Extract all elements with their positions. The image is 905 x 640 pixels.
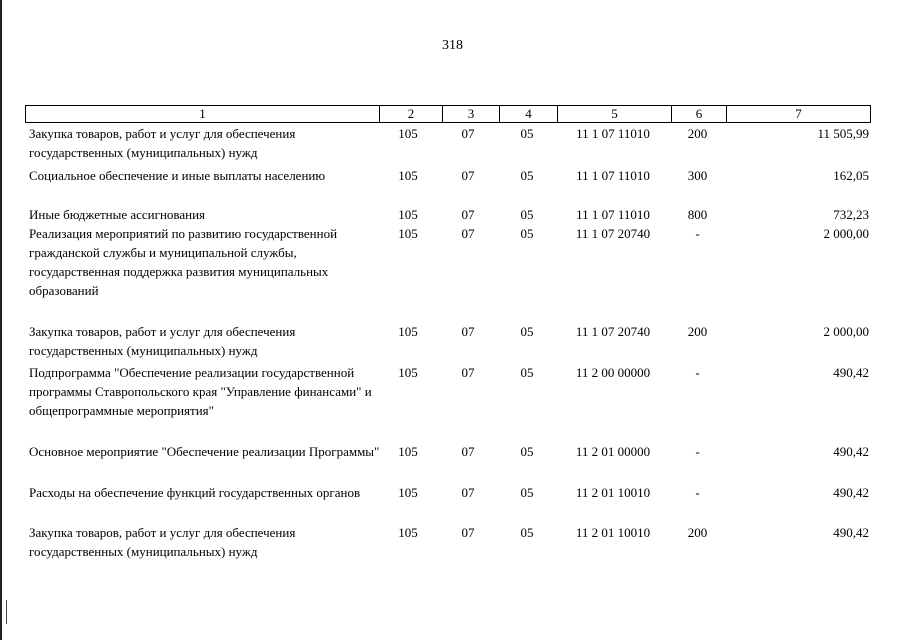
row-col2: 105 xyxy=(398,226,418,241)
row-col5: 11 1 07 11010 xyxy=(576,168,650,183)
row-col2: 105 xyxy=(398,168,418,183)
row-col5: 11 1 07 11010 xyxy=(576,207,650,222)
row-col2: 105 xyxy=(398,444,418,459)
row-col4: 05 xyxy=(520,525,534,540)
row-col6: - xyxy=(695,226,700,241)
row-col6: 300 xyxy=(687,168,708,183)
row-col4: 05 xyxy=(520,365,534,380)
row-name: Реализация мероприятий по развитию государственной гражданской службы и муниципальной службы, государственная поддержка развития муниципальных образований xyxy=(29,226,338,298)
row-name: Закупка товаров, работ и услуг для обеспечения государственных (муниципальных) нужд xyxy=(29,525,296,559)
column-header-7: 7 xyxy=(726,106,870,122)
row-col6: 800 xyxy=(687,207,708,222)
row-col5: 11 2 01 00000 xyxy=(575,444,651,459)
row-col4: 05 xyxy=(520,444,534,459)
row-col7: 490,42 xyxy=(833,444,869,459)
column-header-6: 6 xyxy=(671,106,726,122)
row-col2: 105 xyxy=(398,324,418,339)
row-col6: - xyxy=(695,444,700,459)
row-col5: 11 1 07 20740 xyxy=(575,226,651,241)
row-name: Расходы на обеспечение функций государственных органов xyxy=(29,485,361,500)
row-col4: 05 xyxy=(520,226,534,241)
row-col2: 105 xyxy=(398,207,418,222)
row-col3: 07 xyxy=(461,324,475,339)
column-header-3: 3 xyxy=(442,106,499,122)
row-col4: 05 xyxy=(520,485,534,500)
row-col3: 07 xyxy=(461,485,475,500)
row-name: Подпрограмма "Обеспечение реализации государственной программы Ставропольского края "Управление финансами" и общепрограммные мероприятия" xyxy=(29,365,372,418)
row-col3: 07 xyxy=(461,444,475,459)
row-col7: 732,23 xyxy=(833,207,869,222)
row-col3: 07 xyxy=(461,525,475,540)
row-col4: 05 xyxy=(520,168,534,183)
row-col5: 11 2 00 00000 xyxy=(575,365,651,380)
table-header xyxy=(25,105,871,123)
row-col5: 11 1 07 11010 xyxy=(576,126,650,141)
row-col7: 490,42 xyxy=(833,525,869,540)
column-header-1: 1 xyxy=(199,106,206,121)
row-name: Иные бюджетные ассигнования xyxy=(29,207,206,222)
row-name: Закупка товаров, работ и услуг для обеспечения государственных (муниципальных) нужд xyxy=(29,324,296,358)
row-col4: 05 xyxy=(520,207,534,222)
row-col6: 200 xyxy=(687,126,708,141)
row-col3: 07 xyxy=(461,207,475,222)
row-col7: 162,05 xyxy=(833,168,869,183)
row-col7: 2 000,00 xyxy=(823,226,869,241)
row-col3: 07 xyxy=(461,126,475,141)
row-col7: 2 000,00 xyxy=(823,324,869,339)
row-col6: 200 xyxy=(687,324,708,339)
page-number: 318 xyxy=(442,38,463,53)
row-col5: 11 2 01 10010 xyxy=(575,485,651,500)
row-name: Основное мероприятие "Обеспечение реализации Программы" xyxy=(29,444,380,459)
row-col6: 200 xyxy=(687,525,708,540)
row-col4: 05 xyxy=(520,126,534,141)
row-col2: 105 xyxy=(398,365,418,380)
row-col3: 07 xyxy=(461,365,475,380)
row-col2: 105 xyxy=(398,126,418,141)
row-col5: 11 2 01 10010 xyxy=(575,525,651,540)
row-col6: - xyxy=(695,485,700,500)
scan-edge-mark xyxy=(6,600,7,624)
column-header-5: 5 xyxy=(557,106,671,122)
column-header-4: 4 xyxy=(499,106,557,122)
row-col7: 490,42 xyxy=(833,365,869,380)
row-col3: 07 xyxy=(461,168,475,183)
row-col2: 105 xyxy=(398,485,418,500)
row-col7: 11 505,99 xyxy=(817,126,869,141)
row-name: Социальное обеспечение и иные выплаты населению xyxy=(29,168,326,183)
row-col6: - xyxy=(695,365,700,380)
row-col2: 105 xyxy=(398,525,418,540)
row-col3: 07 xyxy=(461,226,475,241)
row-col4: 05 xyxy=(520,324,534,339)
scan-edge-line xyxy=(0,0,2,640)
row-col7: 490,42 xyxy=(833,485,869,500)
row-name: Закупка товаров, работ и услуг для обеспечения государственных (муниципальных) нужд xyxy=(29,126,296,160)
row-col5: 11 1 07 20740 xyxy=(575,324,651,339)
column-header-2: 2 xyxy=(379,106,442,122)
